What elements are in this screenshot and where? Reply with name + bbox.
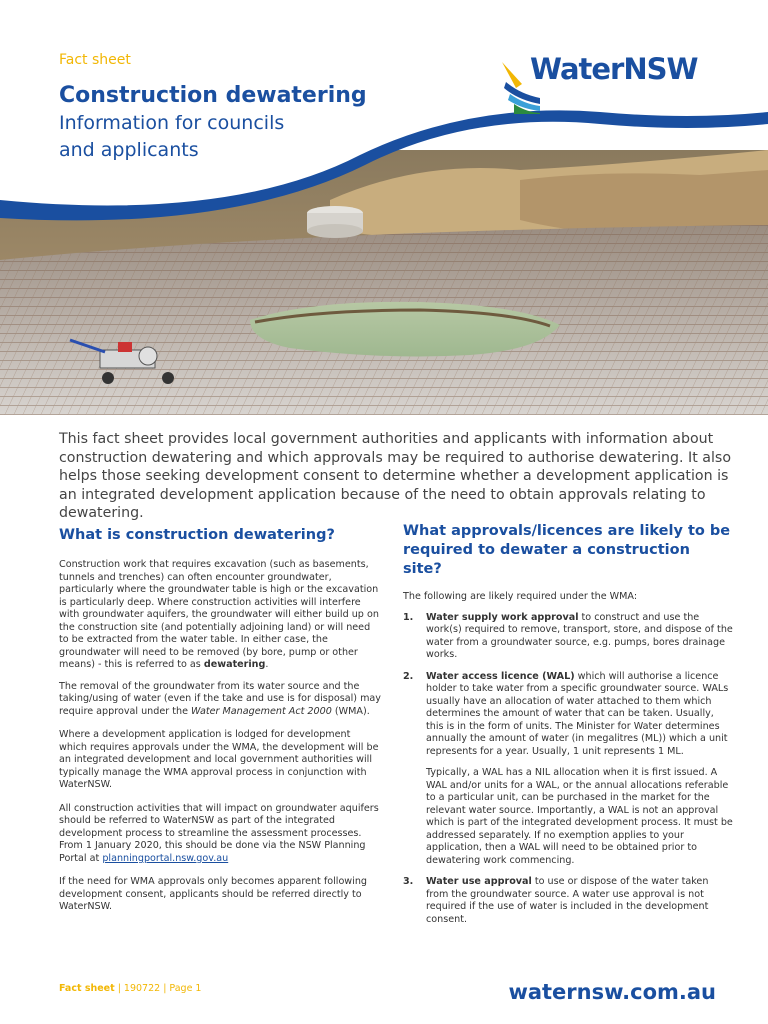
text-span: Construction work that requires excavation (such as basements, tunnels and trenches) can often encounter groundwater, particularly where the groundwater table is high or the excavation is particularly deep. Where construction activities will interfere with groundwater aquifers, the groundwater will either build up on the construction site (and potentially adjoining land) or will need to be extracted from the water table. In either case, the groundwater will need to be removed (by bore, pump or other means) - this is referred to as	[59, 559, 379, 670]
section-heading-what-is: What is construction dewatering?	[59, 527, 335, 543]
header	[59, 50, 367, 164]
right-column	[403, 522, 733, 935]
bold-term: dewatering	[203, 659, 266, 670]
list-item	[403, 612, 733, 662]
paragraph	[59, 559, 381, 672]
intro-paragraph: This fact sheet provides local government authorities and applicants with information about construction dewatering and which approvals may be required to authorise dewatering. It also helps those seeking development consent to determine whether a development application is an integrated development application because of the need to obtain approvals relating to dewatering.	[59, 431, 732, 521]
paragraph: Typically, a WAL has a NIL allocation when it is first issued. A WAL and/or units for a WAL, or the annual allocations referable to a particular unit, can be purchased in the market for the relevant water source. Importantly, a WAL is not an approval which is part of the integrated development process. It must be addressed separately. If no exemption applies to your application, then a WAL will need to be obtained prior to dewatering work commencing.	[426, 767, 733, 866]
list-number: 2.	[403, 670, 414, 682]
bold-term: Water supply work approval	[426, 611, 579, 623]
left-column	[59, 522, 381, 923]
footer-url[interactable]: waternsw.com.au	[508, 980, 716, 1004]
logo-wordmark: WaterNSW	[530, 52, 698, 86]
list-item	[403, 671, 733, 868]
paragraph	[59, 803, 381, 866]
paragraph: The following are likely required under the WMA:	[403, 591, 638, 602]
text-span: to construct and use the work(s) required to remove, transport, store, and dispose of the water from a groundwater source, e.g. pumps, bores drainage works.	[426, 611, 733, 660]
approvals-list	[403, 612, 733, 927]
list-number: 3.	[403, 876, 414, 887]
planning-portal-link[interactable]: planningportal.nsw.gov.au	[102, 852, 229, 864]
page-subtitle-line2: and applicants	[59, 139, 199, 161]
footer-page-info: | 190722 | Page 1	[114, 983, 202, 994]
paragraph	[59, 681, 381, 719]
footer-label: Fact sheet	[59, 983, 115, 994]
text-span: All construction activities that will impact on groundwater aquifers should be referred to WaterNSW as part of the integrated development process to streamline the assessment processes. From 1 January 2020, this should be done via the NSW Planning Portal at	[59, 802, 379, 864]
list-item	[403, 876, 733, 926]
text-span: (WMA).	[331, 705, 370, 717]
text-span: .	[265, 659, 269, 670]
act-title: Water Management Act 2000	[191, 705, 332, 717]
section-heading-approvals: What approvals/licences are likely to be required to dewater a construction site?	[403, 523, 731, 577]
bold-term: Water use approval	[426, 876, 532, 887]
list-number: 1.	[403, 611, 414, 623]
page-title: Construction dewatering	[59, 83, 367, 108]
waternsw-logo	[500, 52, 715, 118]
kicker-label: Fact sheet	[59, 52, 131, 68]
text-span: to use or dispose of the water taken from the groundwater source. A water use approval is not required if the use of water is included in the development consent.	[426, 876, 709, 925]
paragraph: Where a development application is lodged for development which requires approvals under the WMA, the development will be an integrated development and local government authorities will typically manage the WMA approval process in conjunction with WaterNSW.	[59, 729, 379, 790]
paragraph: If the need for WMA approvals only becomes apparent following development consent, applicants should be referred directly to WaterNSW.	[59, 876, 367, 912]
text-span: The removal of the groundwater from its water source and the taking/using of water (even if the take and use is for disposal) may require approval under the	[59, 680, 381, 717]
bold-term: Water access licence (WAL)	[426, 670, 575, 682]
text-span: which will authorise a licence holder to take water from a specific groundwater source. WALs usually have an allocation of water attached to them which determines the amount of water that can be taken. Usually, this is in the form of units. The Minister for Water determines annually the amount of water (in megalitres (ML)) which a unit represents for a year. Usually, 1 unit represents 1 ML.	[426, 670, 729, 757]
page-subtitle-line1: Information for councils	[59, 112, 285, 134]
footer-meta	[59, 983, 201, 994]
